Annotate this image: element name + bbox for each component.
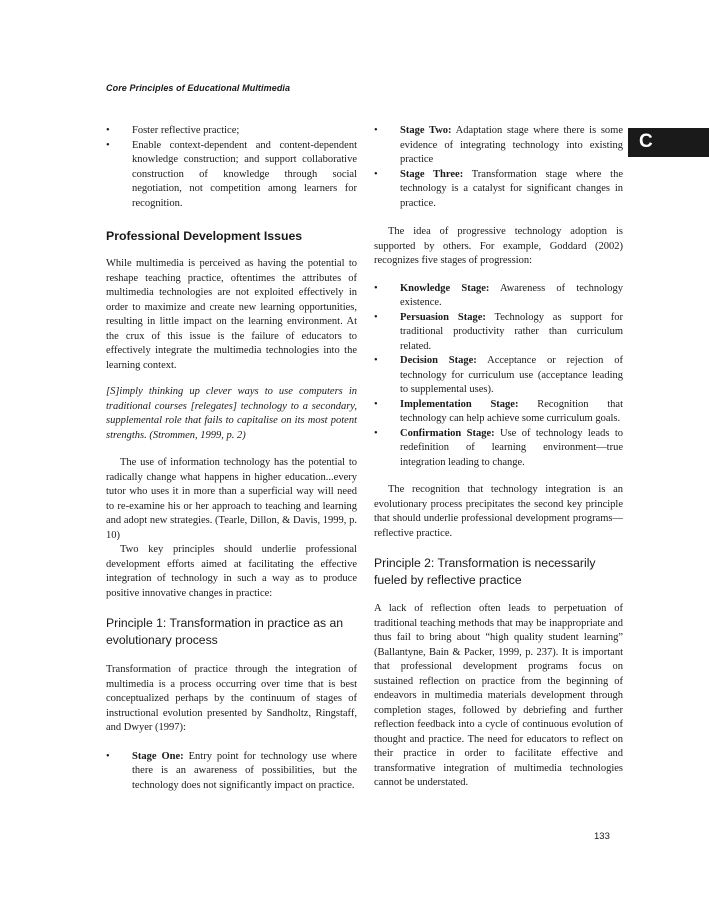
stage-label: Decision Stage: bbox=[400, 355, 477, 366]
bullet-icon: • bbox=[374, 168, 378, 180]
bullet-icon: • bbox=[374, 398, 378, 410]
paragraph: A lack of reflection often leads to perpetuation of traditional teaching methods that may be inappropriate and thus fail to bring about “high quality student learning” (Ballantyne, Bain & Packer, 1999, p. 237). It is important that professional development programs focus on sustained reflection on practice from the beginning of endeavors in multimedia materials development through completion stages, followed by debriefing and further reflection feedback into a cycle of continuous evolution of thought and practice. The need for educators to reflect on their practice in order to facilitate effective and transformative integration of multimedia technologies cannot be understated. bbox=[374, 603, 623, 788]
principle-2-heading: Principle 2: Transformation is necessarily fueled by reflective practice bbox=[374, 556, 596, 587]
stage-text: Entry point for technology use where there is an awareness of possibilities, but the technology does not significantly impact on practice. bbox=[132, 750, 357, 791]
top-bullet-list bbox=[106, 124, 357, 211]
list-item bbox=[374, 311, 623, 355]
section-tab bbox=[628, 128, 709, 157]
block-quote: [S]imply thinking up clever ways to use computers in traditional courses [relegates] technology to a secondary, supplemental role that fails to capitalise on its most potent strengths. (Strommen, 1999, p. 2) bbox=[106, 386, 357, 441]
list-item bbox=[106, 750, 357, 794]
goddard-stage-list bbox=[374, 282, 623, 471]
stage-label: Knowledge Stage: bbox=[400, 282, 490, 294]
stage-text: Adaptation stage where there is some evidence of integrating technology into existing practice bbox=[400, 125, 623, 165]
section-letter: C bbox=[639, 131, 653, 152]
running-title: Core Principles of Educational Multimedia bbox=[106, 83, 291, 93]
principle-1-heading: Principle 1: Transformation in practice as an evolutionary process bbox=[106, 616, 344, 647]
list-item bbox=[106, 139, 357, 212]
left-column bbox=[106, 124, 357, 793]
stage-list-continued bbox=[374, 124, 623, 211]
bullet-icon: • bbox=[374, 311, 378, 323]
right-column bbox=[374, 124, 623, 791]
stage-text: Acceptance or rejection of technology for curriculum use (acceptance leading to supplemental uses). bbox=[400, 355, 624, 395]
paragraph: The use of information technology has the potential to radically change what happens in higher education...every tutor who uses it in more than a superficial way will need to re-examine his or her approach to teaching and learning and adopt new strategies. (Tearle, Dillon, & Davis, 1999, p. 10) bbox=[106, 457, 357, 541]
list-item bbox=[374, 398, 623, 427]
bullet-icon: • bbox=[106, 750, 110, 762]
section-heading: Professional Development Issues bbox=[106, 229, 303, 243]
bullet-icon: • bbox=[374, 282, 378, 294]
list-item bbox=[374, 354, 623, 398]
stage-text: Use of technology leads to redefinition of learning environment—true integration leading to change. bbox=[400, 427, 623, 468]
stage-label: Stage Two: bbox=[400, 125, 452, 136]
paragraph: The idea of progressive technology adoption is supported by others. For example, Goddard (2002) recognizes five stages of progression: bbox=[374, 226, 623, 266]
bullet-icon: • bbox=[106, 125, 110, 136]
bullet-icon: • bbox=[374, 427, 378, 439]
paragraph: The recognition that technology integration is an evolutionary process precipitates the second key principle that should underlie professional development programs—reflective practice. bbox=[374, 484, 623, 539]
paragraph: Transformation of practice through the integration of multimedia is a process occurring over time that is best conceptualized perhaps by the continuum of stages of instructional evolution presented by Sandholtz, Ringstaff, and Dwyer (1997): bbox=[106, 664, 357, 733]
bullet-icon: • bbox=[374, 125, 378, 136]
stage-label: Persuasion Stage: bbox=[400, 311, 486, 323]
list-item bbox=[374, 168, 623, 212]
stage-label: Implementation Stage: bbox=[400, 398, 519, 410]
list-item bbox=[106, 124, 357, 139]
bullet-icon: • bbox=[374, 355, 378, 366]
list-item-text: Foster reflective practice; bbox=[132, 125, 240, 136]
list-item-text: Enable context-dependent and content-dependent knowledge construction; and support collaborative construction of knowledge through social negotiation, not competition among learners for recognition. bbox=[132, 139, 357, 209]
stage-text: Technology as support for traditional productivity rather than curriculum related. bbox=[400, 311, 623, 352]
stage-list bbox=[106, 750, 357, 794]
stage-label: Stage Three: bbox=[400, 168, 464, 180]
paragraph: While multimedia is perceived as having the potential to reshape teaching practice, oftentimes the attributes of multimedia technologies are not exploited effectively in order to maximize and create new learning opportunities, resulting in little impact on the learning environment. At the crux of this issue is the failure of educators to effectively integrate the multimedia technologies into the learning context. bbox=[106, 258, 357, 371]
list-item bbox=[374, 427, 623, 471]
bullet-icon: • bbox=[106, 139, 110, 151]
stage-label: Stage One: bbox=[132, 750, 184, 762]
page-number: 133 bbox=[594, 831, 610, 842]
stage-text: Recognition that technology can help achieve some curriculum goals. bbox=[400, 398, 623, 424]
stage-label: Confirmation Stage: bbox=[400, 427, 495, 439]
stage-text: Awareness of technology existence. bbox=[400, 282, 623, 308]
list-item bbox=[374, 124, 623, 168]
list-item bbox=[374, 282, 623, 311]
paragraph: Two key principles should underlie professional development efforts aimed at facilitating the effective integration of technology in such a way as to produce positive innovative changes in practice: bbox=[106, 544, 357, 599]
stage-text: Transformation stage where the technology is a catalyst for significant changes in practice. bbox=[400, 168, 623, 209]
